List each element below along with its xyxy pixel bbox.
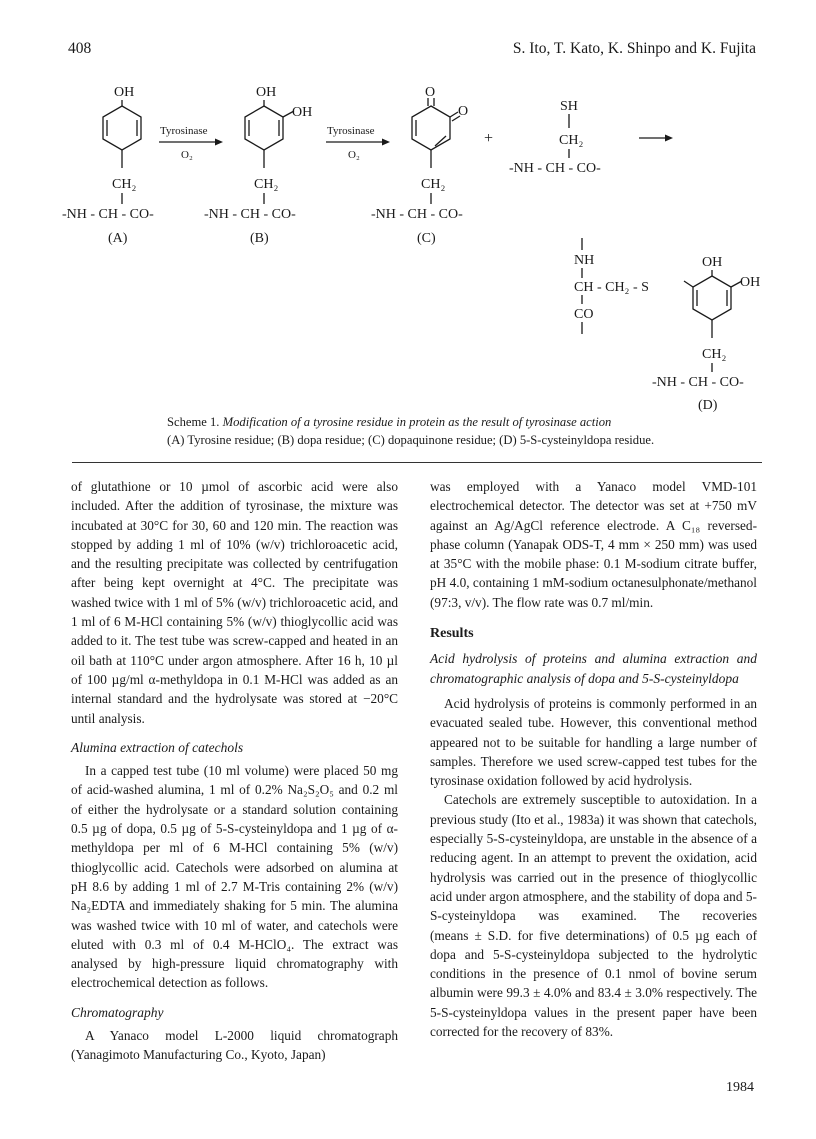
scheme-ch2-b: CH₂ xyxy=(254,177,279,192)
running-header-authors: S. Ito, T. Kato, K. Shinpo and K. Fujita xyxy=(512,40,756,57)
scheme-ch2-d: CH₂ xyxy=(702,347,727,362)
scheme-side-chain-d: CH - CH₂ - S xyxy=(574,280,649,295)
scheme-ch2-a: CH₂ xyxy=(112,177,137,192)
scheme-co-d: CO xyxy=(574,307,594,322)
subheading-alumina-extraction: Alumina extraction of catechols xyxy=(71,739,244,755)
subheading-acid-hydrolysis: Acid hydrolysis of proteins and alumina extraction and chromatographic analysis of dopa and 5-S-cysteinyldopa xyxy=(430,651,757,686)
scheme-oxygen-2: O₂ xyxy=(348,149,360,161)
scheme-label-b: (B) xyxy=(250,231,269,246)
section-divider xyxy=(72,462,762,463)
scheme-plus: + xyxy=(484,130,494,147)
scheme-enzyme-1: Tyrosinase xyxy=(160,125,208,137)
scheme-chain-cys: -NH - CH - CO- xyxy=(509,161,601,176)
scheme-oh-b1: OH xyxy=(256,85,277,100)
scheme-o-c1: O xyxy=(425,85,436,100)
scheme-caption xyxy=(167,413,787,449)
scheme-enzyme-2: Tyrosinase xyxy=(327,125,375,137)
journal-year: 1984 xyxy=(726,1080,754,1095)
paragraph: was employed with a Yanaco model VMD-101 electrochemical detector. The detector was set at +750 mV against an Ag/AgCl reference electrode. A C₁₈ reversed-phase column (Yanapak ODS-T, 4 mm × 250 mm) was used at 35°C with the mobile phase: 0.1 M-sodium citrate buffer, pH 4.0, containing 1 mM-sodium octanesulphonate/methanol (97:3, v/v). The flow rate was 0.7 ml/min. xyxy=(430,479,757,610)
right-column xyxy=(430,477,757,1041)
reaction-scheme xyxy=(56,76,776,412)
scheme-oh-d1: OH xyxy=(702,255,723,270)
caption-prefix: Scheme 1. xyxy=(167,415,223,429)
subheading-chromatography: Chromatography xyxy=(71,1004,164,1020)
scheme-ch2-cys: CH₂ xyxy=(559,133,584,148)
scheme-label-d: (D) xyxy=(698,398,718,412)
scheme-oh-b2: OH xyxy=(292,105,313,120)
paragraph: A Yanaco model L-2000 liquid chromatograph (Yanagimoto Manufacturing Co., Kyoto, Japan) xyxy=(71,1028,398,1063)
section-heading-results: Results xyxy=(430,626,474,642)
scheme-chain-c: -NH - CH - CO- xyxy=(371,207,463,222)
caption-title-line xyxy=(167,413,787,431)
scheme-chain-a: -NH - CH - CO- xyxy=(62,207,154,222)
scheme-o-c2: O xyxy=(458,104,469,119)
scheme-chain-b: -NH - CH - CO- xyxy=(204,207,296,222)
scheme-label-a: (A) xyxy=(108,231,128,246)
paragraph: of glutathione or 10 µmol of ascorbic acid were also included. After the addition of tyrosinase, the mixture was incubated at 30°C for 30, 60 and 120 min. The reaction was stopped by adding 1 ml of 10% (w/v) trichloroacetic acid, and the resulting precipitate was collected by centrifugation after being kept overnight at 4°C. The precipitate was washed twice with 1 ml of 5% (w/v) trichloroacetic acid, and 1 ml of 6 M-HCl containing 5% (w/v) thioglycollic acid was added to it. The test tube was screw-capped and heated in an oil bath at 110°C under argon atmosphere. After 16 h, 10 µl of 100 µg/ml α-methyldopa in 0.1 M-HCl was added as an internal standard and the hydrolysate was stored at −20°C until analysis. xyxy=(71,479,398,726)
paragraph: Acid hydrolysis of proteins is commonly performed in an evacuated sealed tube. However, this conventional method appeared not to be suitable for handling a large number of samples. Therefore we used screw-capped test tubes for the tyrosinase oxidation followed by acid hydrolysis. xyxy=(430,695,757,789)
scheme-oh-a: OH xyxy=(114,85,135,100)
paragraph: Catechols are extremely susceptible to autoxidation. In a previous study (Ito et al., 1983a) it was shown that catechols, especially 5-S-cysteinyldopa, are unstable in the absence of a reducing agent. In an attempt to prevent the oxidation, acid hydrolysis was carried out in the presence of thioglycollic acid under argon atmosphere, and the stability of dopa and 5-S-cysteinyldopa was examined. The recoveries (means ± S.D. for five determinations) of 0.5 µg each of dopa and 5-S-cysteinyldopa subjected to the hydrolytic conditions in the presence of 0.1 nmol of bovine serum albumin were 99.3 ± 4.0% and 83.4 ± 3.0% respectively. The 5-S-cysteinyldopa values in the present paper have been corrected for the recovery of 83%. xyxy=(430,792,757,1040)
scheme-label-c: (C) xyxy=(417,231,436,246)
caption-legend: (A) Tyrosine residue; (B) dopa residue; (C) dopaquinone residue; (D) 5-S-cysteinyldopa residue. xyxy=(167,433,655,447)
caption-title: Modification of a tyrosine residue in protein as the result of tyrosinase action xyxy=(222,415,612,429)
scheme-oh-d2: OH xyxy=(740,275,761,290)
scheme-oxygen-1: O₂ xyxy=(181,149,193,161)
paragraph: In a capped test tube (10 ml volume) were placed 50 mg of acid-washed alumina, 1 ml of 0.2% Na₂S₂O₅ and 0.2 ml of either the hydrolysate or a standard solution containing 0.5 µg of dopa, 0.5 µg of 5-S-cysteinyldopa and 1 µg of α-methyldopa per ml of 6 M-HCl containing 5% (w/v) thioglycollic acid. Catechols were adsorbed on alumina at pH 8.6 by adding 1 ml of 2.7 M-Tris containing 2% (w/v) Na₂EDTA and immediately shaking for 5 min. The alumina was washed twice with 10 ml of water, and catechols were eluted with 0.3 ml of 0.4 M-HClO₄. The extract was analysed by high-pressure liquid chromatography with electrochemical detection as follows. xyxy=(71,763,398,991)
scheme-chain-d: -NH - CH - CO- xyxy=(652,375,744,390)
scheme-nh-d: NH xyxy=(574,253,595,268)
scheme-sh: SH xyxy=(560,99,578,114)
left-column xyxy=(71,477,398,1065)
page-number: 408 xyxy=(68,40,92,57)
scheme-ch2-c: CH₂ xyxy=(421,177,446,192)
